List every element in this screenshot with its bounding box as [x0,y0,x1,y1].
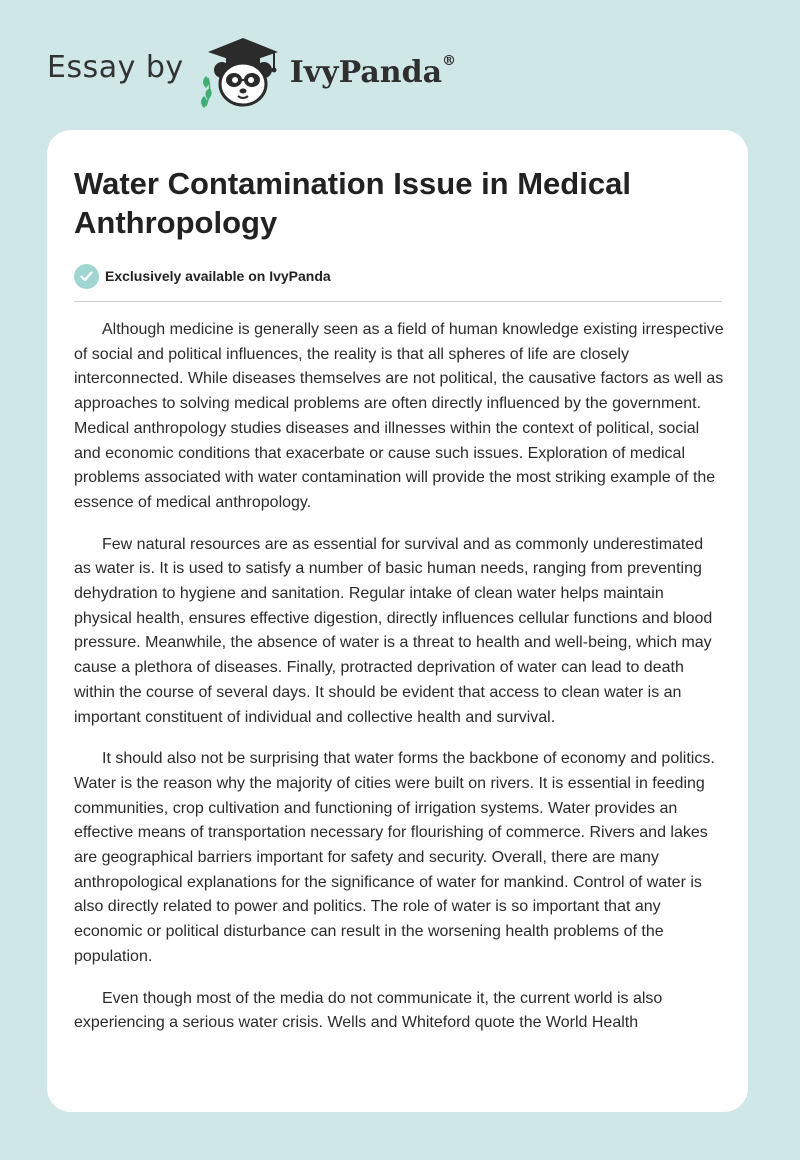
ivypanda-logo-icon[interactable] [198,30,288,110]
essay-body [74,318,722,1036]
brand-name[interactable] [289,52,457,90]
essay-card [47,130,748,1112]
paragraph: It should also not be surprising that water forms the backbone of economy and politics. Water is the reason why the majority of cities were built on rivers. It is essential in feeding communities, crop cultivation and functioning of irrigation systems. Water provides an effective means of transportation necessary for flourishing of commerce. Rivers and lakes are geographical barriers important for safety and security. Overall, there are many anthropological explanations for the significance of water for mankind. Control of water is also directly related to power and politics. The role of water is so important that any economic or political disturbance can result in the worsening health problems of the population. [74,750,715,965]
site-header [47,30,456,110]
essay-by-label: Essay by [47,49,184,85]
brand-text: IvyPanda [289,54,443,90]
page-title: Water Contamination Issue in Medical Anthropology [74,166,631,240]
badge-text: Exclusively available on IvyPanda [105,268,331,284]
divider [74,301,722,302]
paragraph: Even though most of the media do not communicate it, the current world is also experiencing a serious water crisis. Wells and Whiteford quote the World Health [74,989,663,1032]
registered-mark: ® [442,52,457,69]
paragraph: Although medicine is generally seen as a field of human knowledge existing irrespective of social and political influences, the reality is that all spheres of life are closely interconnected. While diseases themselves are not political, the causative factors as well as approaches to solving medical problems are often directly influenced by the government. Medical anthropology studies diseases and illnesses within the context of political, social and economic conditions that exacerbate or cause such issues. Exploration of medical problems associated with water contamination will provide the most striking example of the essence of medical anthropology. [74,321,724,511]
exclusive-badge [74,263,722,289]
paragraph: Few natural resources are as essential for survival and as commonly underestimated as water is. It is used to satisfy a number of basic human needs, ranging from preventing dehydration to hygiene and sanitation. Regular intake of clean water helps maintain physical health, ensures effective digestion, directly influences cellular functions and blood pressure. Meanwhile, the absence of water is a threat to health and well-being, which may cause a plethora of diseases. Finally, protracted deprivation of water can lead to death within the course of several days. It should be evident that access to clean water is an important constituent of individual and collective health and survival. [74,535,713,726]
check-icon [74,264,99,289]
